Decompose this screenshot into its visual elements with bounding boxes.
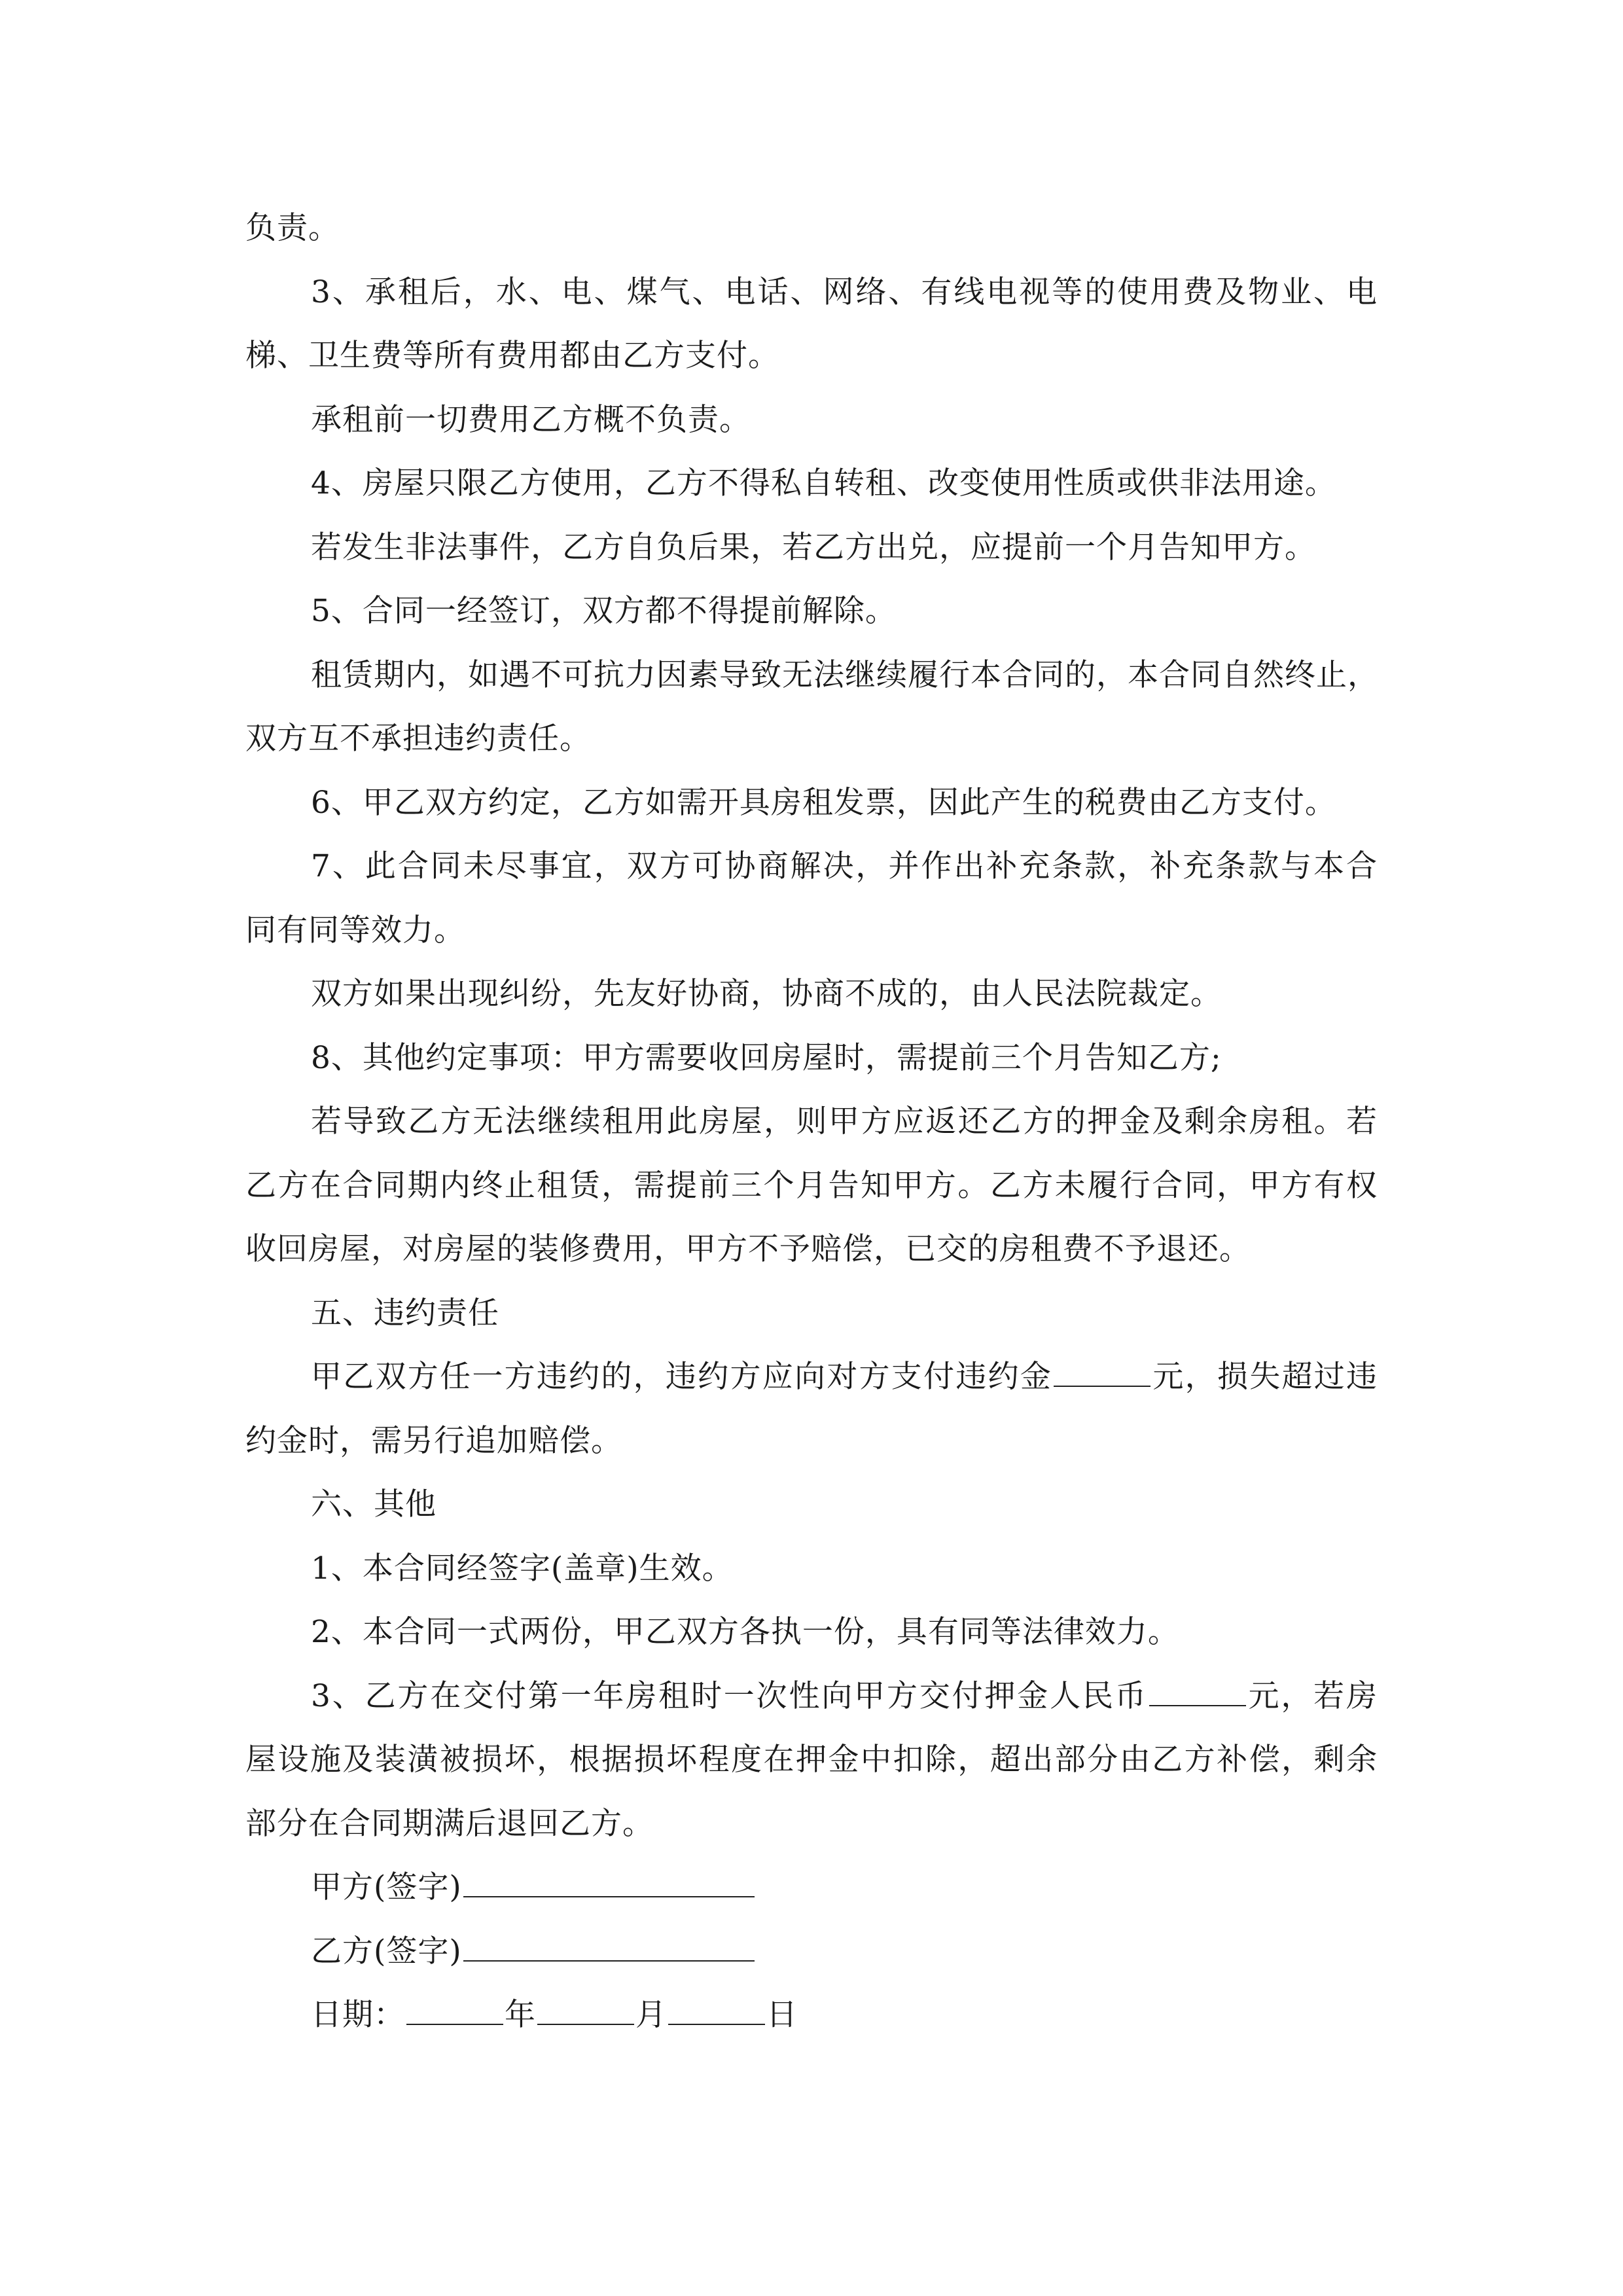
deposit-text-after: 元，若房	[1247, 1677, 1378, 1714]
text-line: 收回房屋，对房屋的装修费用，甲方不予赔偿，已交的房租费不予退还。	[245, 1231, 1251, 1267]
clause-8: 8、其他约定事项：甲方需要收回房屋时，需提前三个月告知乙方;	[311, 1039, 1222, 1076]
deposit-amount-blank	[1149, 1679, 1246, 1706]
text-line: 双方互不承担违约责任。	[245, 721, 591, 757]
day-label: 日	[766, 1997, 798, 2033]
day-blank	[668, 1998, 765, 2025]
text-line: 乙方在合同期内终止租赁，需提前三个月告知甲方。乙方未履行合同，甲方有权	[245, 1167, 1378, 1204]
clause-6: 6、甲乙双方约定，乙方如需开具房租发票，因此产生的税费由乙方支付。	[311, 784, 1336, 821]
deposit-line-3: 部分在合同期满后退回乙方。	[245, 1805, 654, 1842]
penalty-amount-blank	[1054, 1359, 1150, 1387]
month-label: 月	[635, 1997, 667, 2033]
penalty-text-before: 甲乙双方任一方违约的，违约方应向对方支付违约金	[311, 1359, 1053, 1395]
party-b-signature-blank	[463, 1934, 755, 1962]
text-line: 双方如果出现纠纷，先友好协商，协商不成的，由人民法院裁定。	[311, 976, 1222, 1012]
penalty-line-2: 约金时，需另行追加赔偿。	[245, 1422, 622, 1459]
other-clause-2: 2、本合同一式两份，甲乙双方各执一份，具有同等法律效力。	[311, 1614, 1179, 1650]
party-b-label: 乙方(签字)	[311, 1933, 462, 1969]
penalty-line-1	[245, 1345, 1378, 1409]
date-label: 日期：	[311, 1997, 405, 2033]
month-blank	[537, 1998, 634, 2025]
section-heading-other: 六、其他	[311, 1486, 437, 1522]
deposit-line-1	[245, 1664, 1378, 1729]
clause-3-line-1: 3、承租后，水、电、煤气、电话、网络、有线电视等的使用费及物业、电	[311, 274, 1378, 310]
year-label: 年	[505, 1997, 536, 2033]
contract-body	[245, 196, 1378, 2047]
deposit-line-2: 屋设施及装潢被损坏，根据损坏程度在押金中扣除，超出部分由乙方补偿，剩余	[245, 1742, 1378, 1778]
year-blank	[406, 1998, 503, 2025]
clause-3-line-2: 梯、卫生费等所有费用都由乙方支付。	[245, 338, 779, 374]
party-a-label: 甲方(签字)	[311, 1869, 462, 1905]
party-a-signature	[245, 1856, 1378, 1920]
clause-7-line-2: 同有同等效力。	[245, 912, 465, 948]
date-line	[245, 1983, 1378, 2047]
text-line: 承租前一切费用乙方概不负责。	[311, 401, 751, 438]
clause-4: 4、房屋只限乙方使用，乙方不得私自转租、改变使用性质或供非法用途。	[311, 465, 1336, 501]
section-heading-breach: 五、违约责任	[311, 1295, 499, 1331]
penalty-text-after: 元，损失超过违	[1152, 1359, 1378, 1395]
clause-7-line-1: 7、此合同未尽事宜，双方可协商解决，并作出补充条款，补充条款与本合	[311, 848, 1378, 884]
text-line: 若发生非法事件，乙方自负后果，若乙方出兑，应提前一个月告知甲方。	[311, 529, 1316, 565]
party-a-signature-blank	[463, 1870, 755, 1897]
other-clause-1: 1、本合同经签字(盖章)生效。	[311, 1550, 734, 1587]
text-line: 负责。	[245, 210, 340, 246]
text-line: 若导致乙方无法继续租用此房屋，则甲方应返还乙方的押金及剩余房租。若	[311, 1103, 1378, 1139]
party-b-signature	[245, 1920, 1378, 1984]
deposit-text-before: 3、乙方在交付第一年房租时一次性向甲方交付押金人民币	[311, 1677, 1148, 1714]
text-line: 租赁期内，如遇不可抗力因素导致无法继续履行本合同的，本合同自然终止，	[311, 656, 1379, 693]
clause-5: 5、合同一经签订，双方都不得提前解除。	[311, 593, 897, 629]
